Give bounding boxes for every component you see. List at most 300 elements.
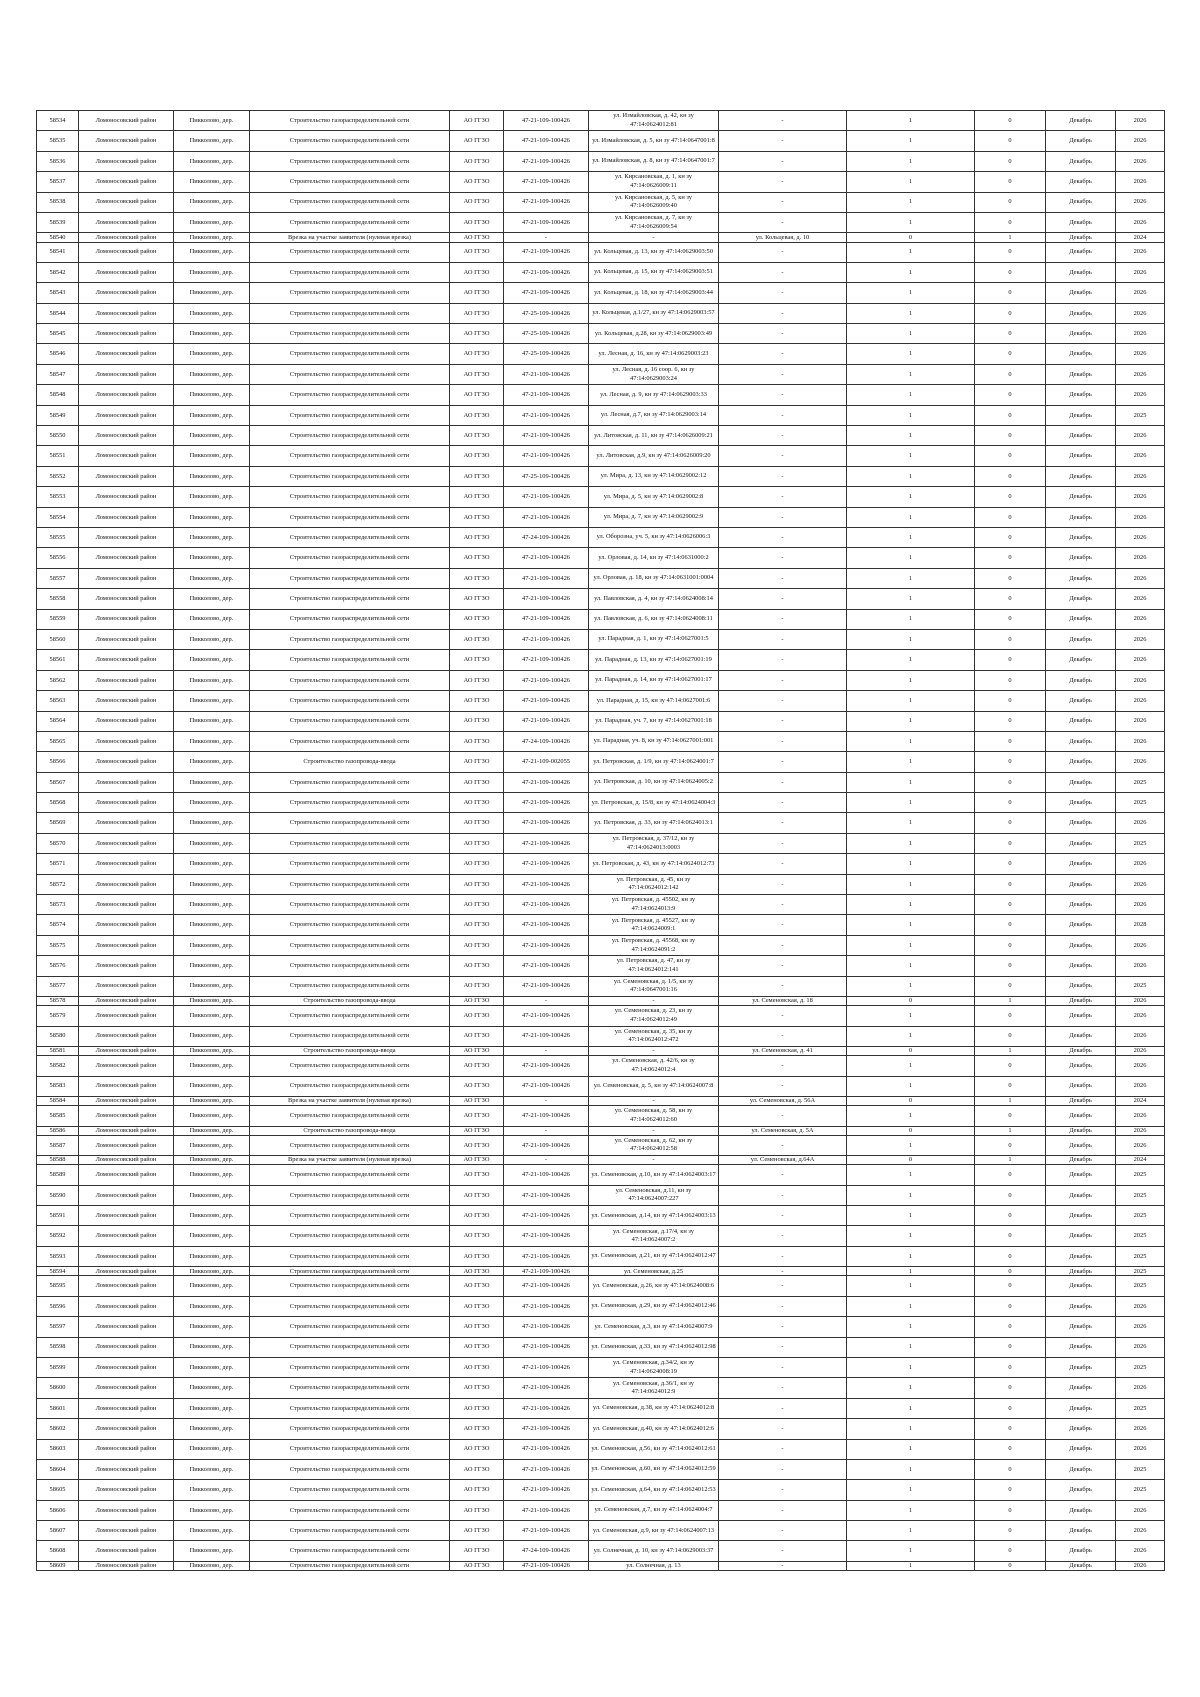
organization-cell: АО ГГЗО	[450, 1226, 504, 1246]
count-network-cell: 1	[847, 1357, 975, 1377]
table-row	[37, 1135, 1165, 1155]
object-code-cell: 47-21-109-100426	[504, 1185, 589, 1205]
cadastral-address-cell: ул. Мира, д. 5, кн зу 47:14:0629002:8	[589, 487, 719, 507]
organization-cell: АО ГГЗО	[450, 833, 504, 853]
row-number: 58538	[37, 192, 79, 212]
count-network-cell: 1	[847, 854, 975, 874]
count-network-cell: 0	[847, 233, 975, 242]
count-network-cell: 0	[847, 1126, 975, 1135]
district-cell: Ломоносовский район	[79, 1398, 174, 1418]
district-cell: Ломоносовский район	[79, 915, 174, 935]
count-tap-cell: 0	[975, 1006, 1046, 1026]
month-cell: Декабрь	[1046, 1500, 1116, 1520]
month-cell: Декабрь	[1046, 405, 1116, 425]
count-tap-cell: 0	[975, 874, 1046, 894]
count-tap-cell: 0	[975, 752, 1046, 772]
count-network-cell: 1	[847, 385, 975, 405]
month-cell: Декабрь	[1046, 1026, 1116, 1046]
year-cell: 2026	[1116, 1561, 1165, 1570]
month-cell: Декабрь	[1046, 691, 1116, 711]
organization-cell: АО ГГЗО	[450, 1206, 504, 1226]
year-cell: 2026	[1116, 1056, 1165, 1076]
organization-cell: АО ГГЗО	[450, 446, 504, 466]
applicant-address-cell: -	[719, 895, 847, 915]
count-network-cell: 1	[847, 833, 975, 853]
cadastral-address-cell: ул. Петровская, д. 47, кн зу 47:14:0624012:141	[589, 956, 719, 976]
month-cell: Декабрь	[1046, 1135, 1116, 1155]
row-number: 58547	[37, 364, 79, 384]
count-tap-cell: 0	[975, 172, 1046, 192]
district-cell: Ломоносовский район	[79, 283, 174, 303]
year-cell: 2026	[1116, 548, 1165, 568]
work-type-cell: Строительство газораспределительной сети	[250, 915, 450, 935]
work-type-cell: Строительство газораспределительной сети	[250, 568, 450, 588]
year-cell: 2026	[1116, 650, 1165, 670]
object-code-cell: 47-21-109-100426	[504, 1006, 589, 1026]
table-row	[37, 172, 1165, 192]
table-row	[37, 1076, 1165, 1096]
work-type-cell: Строительство газораспределительной сети	[250, 1267, 450, 1276]
row-number: 58565	[37, 731, 79, 751]
year-cell: 2025	[1116, 793, 1165, 813]
cadastral-address-cell: ул. Семеновская, д.33, кн зу 47:14:0624012:98	[589, 1337, 719, 1357]
year-cell: 2026	[1116, 1541, 1165, 1561]
work-type-cell: Строительство газораспределительной сети	[250, 1296, 450, 1316]
district-cell: Ломоносовский район	[79, 1126, 174, 1135]
row-number: 58571	[37, 854, 79, 874]
row-number: 58601	[37, 1398, 79, 1418]
year-cell: 2026	[1116, 996, 1165, 1005]
organization-cell: АО ГГЗО	[450, 344, 504, 364]
cadastral-address-cell: -	[589, 1046, 719, 1055]
applicant-address-cell: -	[719, 670, 847, 690]
applicant-address-cell: -	[719, 1419, 847, 1439]
row-number: 58549	[37, 405, 79, 425]
table-row	[37, 487, 1165, 507]
object-code-cell: 47-21-109-100426	[504, 793, 589, 813]
row-number: 58554	[37, 507, 79, 527]
work-type-cell: Строительство газораспределительной сети	[250, 111, 450, 131]
organization-cell: АО ГГЗО	[450, 192, 504, 212]
applicant-address-cell: -	[719, 1106, 847, 1126]
organization-cell: АО ГГЗО	[450, 935, 504, 955]
object-code-cell: 47-21-109-100426	[504, 1076, 589, 1096]
month-cell: Декабрь	[1046, 752, 1116, 772]
row-number: 58546	[37, 344, 79, 364]
row-number: 58572	[37, 874, 79, 894]
settlement-cell: Пикколово, дер.	[174, 1096, 250, 1105]
count-network-cell: 1	[847, 1419, 975, 1439]
count-network-cell: 1	[847, 609, 975, 629]
object-code-cell: 47-25-109-100426	[504, 344, 589, 364]
applicant-address-cell: -	[719, 813, 847, 833]
cadastral-address-cell: ул. Семеновская, д. 35, кн зу 47:14:0624012:472	[589, 1026, 719, 1046]
count-tap-cell: 0	[975, 344, 1046, 364]
district-cell: Ломоносовский район	[79, 131, 174, 151]
settlement-cell: Пикколово, дер.	[174, 364, 250, 384]
row-number: 58598	[37, 1337, 79, 1357]
settlement-cell: Пикколово, дер.	[174, 568, 250, 588]
object-code-cell: 47-24-109-100426	[504, 528, 589, 548]
month-cell: Декабрь	[1046, 1296, 1116, 1316]
table-row	[37, 111, 1165, 131]
cadastral-address-cell: ул. Семеновская, д.3, кн зу 47:14:0624007:9	[589, 1317, 719, 1337]
year-cell: 2026	[1116, 1006, 1165, 1026]
month-cell: Декабрь	[1046, 466, 1116, 486]
settlement-cell: Пикколово, дер.	[174, 1541, 250, 1561]
cadastral-address-cell: ул. Петровская, д. 45527, кн зу 47:14:0624009:1	[589, 915, 719, 935]
object-code-cell: 47-21-109-100426	[504, 629, 589, 649]
settlement-cell: Пикколово, дер.	[174, 1521, 250, 1541]
count-network-cell: 1	[847, 1480, 975, 1500]
count-tap-cell: 0	[975, 895, 1046, 915]
year-cell: 2026	[1116, 1521, 1165, 1541]
work-type-cell: Строительство газораспределительной сети	[250, 507, 450, 527]
applicant-address-cell: -	[719, 1226, 847, 1246]
applicant-address-cell: -	[719, 487, 847, 507]
row-number: 58578	[37, 996, 79, 1005]
count-network-cell: 1	[847, 976, 975, 996]
count-tap-cell: 0	[975, 385, 1046, 405]
district-cell: Ломоносовский район	[79, 1561, 174, 1570]
settlement-cell: Пикколово, дер.	[174, 405, 250, 425]
row-number: 58587	[37, 1135, 79, 1155]
district-cell: Ломоносовский район	[79, 344, 174, 364]
month-cell: Декабрь	[1046, 1276, 1116, 1296]
organization-cell: АО ГГЗО	[450, 1046, 504, 1055]
settlement-cell: Пикколово, дер.	[174, 1226, 250, 1246]
cadastral-address-cell: ул. Солнечная, д. 13	[589, 1561, 719, 1570]
cadastral-address-cell: ул. Семеновская, д.17/4, кн зу 47:14:0624007:2	[589, 1226, 719, 1246]
settlement-cell: Пикколово, дер.	[174, 1419, 250, 1439]
table-row	[37, 711, 1165, 731]
object-code-cell: -	[504, 233, 589, 242]
count-network-cell: 1	[847, 1459, 975, 1479]
object-code-cell: 47-21-109-100426	[504, 426, 589, 446]
count-network-cell: 1	[847, 1500, 975, 1520]
count-network-cell: 1	[847, 262, 975, 282]
settlement-cell: Пикколово, дер.	[174, 629, 250, 649]
applicant-address-cell: -	[719, 1026, 847, 1046]
row-number: 58563	[37, 691, 79, 711]
row-number: 58541	[37, 242, 79, 262]
year-cell: 2026	[1116, 324, 1165, 344]
organization-cell: АО ГГЗО	[450, 283, 504, 303]
row-number: 58597	[37, 1317, 79, 1337]
year-cell: 2026	[1116, 1337, 1165, 1357]
applicant-address-cell: -	[719, 854, 847, 874]
organization-cell: АО ГГЗО	[450, 1096, 504, 1105]
table-row	[37, 609, 1165, 629]
settlement-cell: Пикколово, дер.	[174, 446, 250, 466]
count-network-cell: 1	[847, 935, 975, 955]
organization-cell: АО ГГЗО	[450, 1480, 504, 1500]
object-code-cell: 47-21-109-100426	[504, 283, 589, 303]
month-cell: Декабрь	[1046, 1378, 1116, 1398]
object-code-cell: 47-21-109-100426	[504, 212, 589, 232]
district-cell: Ломоносовский район	[79, 1317, 174, 1337]
row-number: 58559	[37, 609, 79, 629]
cadastral-address-cell: ул. Петровская, д. 33, кн зу 47:14:0624013:1	[589, 813, 719, 833]
object-code-cell: -	[504, 996, 589, 1005]
cadastral-address-cell: ул. Семеновская, д.64, кн зу 47:14:0624012:53	[589, 1480, 719, 1500]
count-tap-cell: 0	[975, 1480, 1046, 1500]
table-row	[37, 466, 1165, 486]
applicant-address-cell: -	[719, 528, 847, 548]
year-cell: 2026	[1116, 212, 1165, 232]
row-number: 58590	[37, 1185, 79, 1205]
count-network-cell: 1	[847, 1076, 975, 1096]
district-cell: Ломоносовский район	[79, 192, 174, 212]
work-type-cell: Строительство газораспределительной сети	[250, 1480, 450, 1500]
count-network-cell: 1	[847, 1006, 975, 1026]
table-row	[37, 151, 1165, 171]
month-cell: Декабрь	[1046, 956, 1116, 976]
organization-cell: АО ГГЗО	[450, 1185, 504, 1205]
applicant-address-cell: -	[719, 212, 847, 232]
cadastral-address-cell: ул. Семеновская, д. 62, кн зу 47:14:0624012:58	[589, 1135, 719, 1155]
cadastral-address-cell: ул. Кольцевая, д. 13, кн зу 47:14:0629003:50	[589, 242, 719, 262]
object-code-cell: 47-21-109-100426	[504, 548, 589, 568]
table-row	[37, 1206, 1165, 1226]
count-tap-cell: 0	[975, 670, 1046, 690]
row-number: 58555	[37, 528, 79, 548]
count-network-cell: 1	[847, 1267, 975, 1276]
object-code-cell: 47-21-109-100426	[504, 1106, 589, 1126]
district-cell: Ломоносовский район	[79, 1296, 174, 1316]
count-tap-cell: 0	[975, 711, 1046, 731]
organization-cell: АО ГГЗО	[450, 1378, 504, 1398]
object-code-cell: 47-21-109-100426	[504, 446, 589, 466]
count-tap-cell: 1	[975, 996, 1046, 1005]
count-network-cell: 1	[847, 303, 975, 323]
cadastral-address-cell: ул. Солнечная, д. 10, кн зу 47:14:0629003:37	[589, 1541, 719, 1561]
object-code-cell: -	[504, 1126, 589, 1135]
count-network-cell: 1	[847, 793, 975, 813]
object-code-cell: 47-21-109-100426	[504, 589, 589, 609]
organization-cell: АО ГГЗО	[450, 1156, 504, 1165]
applicant-address-cell: -	[719, 1398, 847, 1418]
settlement-cell: Пикколово, дер.	[174, 1106, 250, 1126]
organization-cell: АО ГГЗО	[450, 151, 504, 171]
work-type-cell: Строительство газораспределительной сети	[250, 1276, 450, 1296]
table-row	[37, 364, 1165, 384]
month-cell: Декабрь	[1046, 772, 1116, 792]
settlement-cell: Пикколово, дер.	[174, 1185, 250, 1205]
year-cell: 2026	[1116, 1500, 1165, 1520]
district-cell: Ломоносовский район	[79, 487, 174, 507]
work-type-cell: Врезка на участке заявителя (нулевая врезка)	[250, 233, 450, 242]
district-cell: Ломоносовский район	[79, 793, 174, 813]
settlement-cell: Пикколово, дер.	[174, 1357, 250, 1377]
applicant-address-cell: -	[719, 1056, 847, 1076]
row-number: 58567	[37, 772, 79, 792]
table-row	[37, 1246, 1165, 1266]
work-type-cell: Строительство газораспределительной сети	[250, 1500, 450, 1520]
organization-cell: АО ГГЗО	[450, 813, 504, 833]
table-row	[37, 1126, 1165, 1135]
organization-cell: АО ГГЗО	[450, 1026, 504, 1046]
table-row	[37, 996, 1165, 1005]
organization-cell: АО ГГЗО	[450, 1561, 504, 1570]
work-type-cell: Строительство газораспределительной сети	[250, 1561, 450, 1570]
district-cell: Ломоносовский район	[79, 895, 174, 915]
applicant-address-cell: -	[719, 262, 847, 282]
district-cell: Ломоносовский район	[79, 1378, 174, 1398]
table-row	[37, 813, 1165, 833]
applicant-address-cell: -	[719, 956, 847, 976]
applicant-address-cell: ул. Кольцевая, д. 10	[719, 233, 847, 242]
organization-cell: АО ГГЗО	[450, 670, 504, 690]
row-number: 58535	[37, 131, 79, 151]
row-number: 58588	[37, 1156, 79, 1165]
organization-cell: АО ГГЗО	[450, 956, 504, 976]
row-number: 58581	[37, 1046, 79, 1055]
month-cell: Декабрь	[1046, 1156, 1116, 1165]
count-tap-cell: 0	[975, 192, 1046, 212]
month-cell: Декабрь	[1046, 1459, 1116, 1479]
table-row	[37, 1226, 1165, 1246]
month-cell: Декабрь	[1046, 242, 1116, 262]
year-cell: 2026	[1116, 1439, 1165, 1459]
count-network-cell: 0	[847, 996, 975, 1005]
district-cell: Ломоносовский район	[79, 172, 174, 192]
count-network-cell: 1	[847, 772, 975, 792]
district-cell: Ломоносовский район	[79, 151, 174, 171]
district-cell: Ломоносовский район	[79, 1096, 174, 1105]
row-number: 58551	[37, 446, 79, 466]
year-cell: 2025	[1116, 1246, 1165, 1266]
object-code-cell: 47-21-109-100426	[504, 262, 589, 282]
row-number: 58568	[37, 793, 79, 813]
count-tap-cell: 0	[975, 568, 1046, 588]
cadastral-address-cell: ул. Петровская, д. 37/12, кн зу 47:14:0624013:0003	[589, 833, 719, 853]
applicant-address-cell: -	[719, 1006, 847, 1026]
year-cell: 2026	[1116, 426, 1165, 446]
count-tap-cell: 0	[975, 731, 1046, 751]
work-type-cell: Строительство газораспределительной сети	[250, 956, 450, 976]
organization-cell: АО ГГЗО	[450, 691, 504, 711]
count-network-cell: 1	[847, 1185, 975, 1205]
work-type-cell: Строительство газораспределительной сети	[250, 212, 450, 232]
cadastral-address-cell: ул. Семеновская, д. 42/6, кн зу 47:14:0624012:4	[589, 1056, 719, 1076]
count-network-cell: 1	[847, 895, 975, 915]
count-network-cell: 1	[847, 487, 975, 507]
table-row	[37, 854, 1165, 874]
applicant-address-cell: -	[719, 1267, 847, 1276]
count-tap-cell: 0	[975, 1317, 1046, 1337]
table-row	[37, 935, 1165, 955]
district-cell: Ломоносовский район	[79, 813, 174, 833]
work-type-cell: Строительство газораспределительной сети	[250, 670, 450, 690]
count-tap-cell: 0	[975, 629, 1046, 649]
applicant-address-cell: -	[719, 1165, 847, 1185]
cadastral-address-cell: ул. Семеновская, д. 23, кн зу 47:14:0624012:49	[589, 1006, 719, 1026]
table-row	[37, 1096, 1165, 1105]
settlement-cell: Пикколово, дер.	[174, 426, 250, 446]
table-row	[37, 1296, 1165, 1316]
applicant-address-cell: -	[719, 915, 847, 935]
organization-cell: АО ГГЗО	[450, 1276, 504, 1296]
table-row	[37, 303, 1165, 323]
settlement-cell: Пикколово, дер.	[174, 385, 250, 405]
work-type-cell: Строительство газораспределительной сети	[250, 772, 450, 792]
year-cell: 2025	[1116, 1276, 1165, 1296]
count-tap-cell: 0	[975, 772, 1046, 792]
work-type-cell: Строительство газораспределительной сети	[250, 324, 450, 344]
applicant-address-cell: -	[719, 324, 847, 344]
row-number: 58600	[37, 1378, 79, 1398]
organization-cell: АО ГГЗО	[450, 233, 504, 242]
table-row	[37, 446, 1165, 466]
year-cell: 2026	[1116, 1296, 1165, 1316]
cadastral-address-cell: ул. Кольцевая, д. 15, кн зу 47:14:0629003:51	[589, 262, 719, 282]
count-tap-cell: 0	[975, 1206, 1046, 1226]
table-row	[37, 283, 1165, 303]
table-row	[37, 874, 1165, 894]
settlement-cell: Пикколово, дер.	[174, 262, 250, 282]
organization-cell: АО ГГЗО	[450, 1296, 504, 1316]
settlement-cell: Пикколово, дер.	[174, 1056, 250, 1076]
object-code-cell: 47-21-109-100426	[504, 650, 589, 670]
district-cell: Ломоносовский район	[79, 976, 174, 996]
district-cell: Ломоносовский район	[79, 956, 174, 976]
count-network-cell: 1	[847, 466, 975, 486]
applicant-address-cell: -	[719, 405, 847, 425]
district-cell: Ломоносовский район	[79, 854, 174, 874]
count-network-cell: 1	[847, 1296, 975, 1316]
organization-cell: АО ГГЗО	[450, 131, 504, 151]
district-cell: Ломоносовский район	[79, 874, 174, 894]
month-cell: Декабрь	[1046, 426, 1116, 446]
settlement-cell: Пикколово, дер.	[174, 772, 250, 792]
count-tap-cell: 1	[975, 1156, 1046, 1165]
organization-cell: АО ГГЗО	[450, 711, 504, 731]
organization-cell: АО ГГЗО	[450, 752, 504, 772]
count-tap-cell: 0	[975, 1076, 1046, 1096]
year-cell: 2025	[1116, 833, 1165, 853]
applicant-address-cell: -	[719, 172, 847, 192]
cadastral-address-cell: ул. Семеновская, д.7, кн зу 47:14:0624004:7	[589, 1500, 719, 1520]
district-cell: Ломоносовский район	[79, 1439, 174, 1459]
count-tap-cell: 1	[975, 233, 1046, 242]
table-row	[37, 629, 1165, 649]
district-cell: Ломоносовский район	[79, 364, 174, 384]
applicant-address-cell: -	[719, 1317, 847, 1337]
count-network-cell: 0	[847, 1046, 975, 1055]
work-type-cell: Строительство газораспределительной сети	[250, 711, 450, 731]
applicant-address-cell: -	[719, 1206, 847, 1226]
district-cell: Ломоносовский район	[79, 233, 174, 242]
object-code-cell: 47-25-109-100426	[504, 303, 589, 323]
month-cell: Декабрь	[1046, 111, 1116, 131]
object-code-cell: 47-21-109-100426	[504, 568, 589, 588]
settlement-cell: Пикколово, дер.	[174, 1317, 250, 1337]
year-cell: 2025	[1116, 1480, 1165, 1500]
object-code-cell: 47-21-109-100426	[504, 405, 589, 425]
year-cell: 2026	[1116, 172, 1165, 192]
work-type-cell: Строительство газораспределительной сети	[250, 242, 450, 262]
table-row	[37, 1357, 1165, 1377]
settlement-cell: Пикколово, дер.	[174, 670, 250, 690]
month-cell: Декабрь	[1046, 976, 1116, 996]
object-code-cell: 47-21-109-100426	[504, 956, 589, 976]
row-number: 58607	[37, 1521, 79, 1541]
organization-cell: АО ГГЗО	[450, 568, 504, 588]
settlement-cell: Пикколово, дер.	[174, 609, 250, 629]
count-network-cell: 1	[847, 192, 975, 212]
count-tap-cell: 0	[975, 446, 1046, 466]
